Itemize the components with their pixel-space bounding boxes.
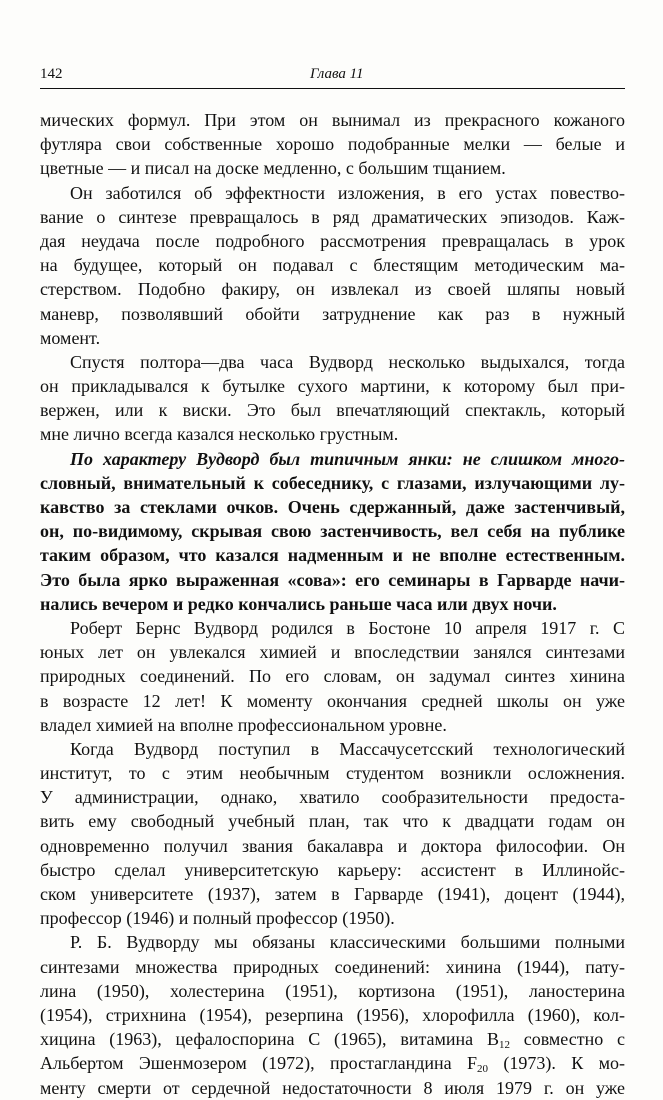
text-line: (1954), стрихнина (1954), резерпина (1956), хлорофилла (1960), кол-	[40, 1004, 625, 1025]
text-line: нались вечером и редко кончались раньше часа или двух ночи.	[40, 593, 557, 614]
text-line: Это была ярко выраженная «сова»: его семинары в Гарварде начи-	[40, 569, 625, 590]
chapter-title: Глава 11	[310, 66, 364, 82]
text-line: цветные — и писал на доске медленно, с большим тщанием.	[40, 158, 506, 179]
text-line: ском университете (1937), затем в Гарварде (1941), доцент (1944),	[40, 884, 625, 904]
text-line: юных лет он увлекался химией и впоследствии занялся синтезами	[40, 642, 625, 663]
text-line: природных соединений. По его словам, он задумал синтез хинина	[40, 666, 625, 687]
text-line: вить ему свободный учебный план, так что к двадцати годам он	[40, 811, 625, 832]
text-line: мне лично всегда казался несколько грустным.	[40, 424, 399, 445]
text-line: институт, то с этим необычным студентом возникли осложнения.	[40, 763, 625, 784]
text-line: синтезами множества природных соединений: хинина (1944), пату-	[40, 956, 625, 977]
text-line: вание о синтезе превращалось в ряд драматических эпизодов. Каж-	[40, 206, 625, 227]
text-line: словный, внимательный к собеседнику, с глазами, излучающими лу-	[40, 472, 625, 493]
text-line: он прикладывался к бутылке сухого мартини, к которому был при-	[40, 376, 625, 397]
text-line: владел химией на вполне профессиональном уровне.	[40, 714, 447, 735]
text-line: кавство за стеклами очков. Очень сдержанный, даже застенчивый,	[40, 497, 625, 517]
text-line: мических формул. При этом он вынимал из прекрасного кожаного	[40, 110, 625, 130]
text-line: Когда Вудворд поступил в Массачусетсский технологический	[70, 738, 625, 759]
text-line: таким образом, что казался надменным и не вполне естественным.	[40, 545, 625, 566]
page-number: 142	[40, 66, 63, 82]
text-line: в возрасте 12 лет! К моменту окончания средней школы он уже	[40, 690, 625, 711]
text-line: Спустя полтора—два часа Вудворд несколько выдыхался, тогда	[70, 351, 625, 372]
text-line: одновременно получил звания бакалавра и доктора философии. Он	[40, 835, 625, 856]
text-line: на будущее, который он подавал с блестящим методическим ма-	[40, 255, 625, 276]
text-line: лина (1950), холестерина (1951), кортизона (1951), ланостерина	[40, 980, 625, 1001]
text-line: У администрации, однако, хватило сообразительности предоста-	[40, 787, 625, 808]
body-text	[40, 108, 625, 1100]
text-line: профессор (1946) и полный профессор (1950).	[40, 908, 395, 929]
text-line: стерством. Подобно факиру, он извлекал из своей шляпы новый	[40, 279, 625, 300]
text-line: быстро сделал университетскую карьеру: ассистент в Иллинойс-	[40, 859, 625, 880]
text-line: Роберт Бернс Вудворд родился в Бостоне 10 апреля 1917 г. С	[70, 617, 625, 638]
text-line: он, по-видимому, скрывая свою застенчивость, вел себя на публике	[40, 521, 625, 542]
text-line: По характеру Вудворд был типичным янки: не слишком много-	[70, 448, 625, 469]
text-line: дая неудача после подробного рассмотрения превращалась в урок	[40, 230, 625, 251]
text-line: менту смерти от сердечной недостаточности 8 июля 1979 г. он уже	[40, 1077, 625, 1098]
text-line: Альбертом Эшенмозером (1972), простагландина $F_{20}$ (1973). К мо-	[40, 1053, 625, 1076]
text-line: футляра свои собственные хорошо подобранные мелки — белые и	[40, 134, 625, 155]
text-line: маневр, позволявший обойти затруднение как раз в нужный	[40, 303, 625, 324]
text-line: хицина (1963), цефалоспорина С (1965), витамина $B_{12}$ совместно с	[40, 1029, 625, 1052]
text-line: Р. Б. Вудворду мы обязаны классическими большими полными	[70, 932, 625, 953]
text-line: момент.	[40, 327, 101, 348]
text-line: Он заботился об эффектности изложения, в его устах повество-	[70, 182, 625, 203]
text-line: вержен, или к виски. Это был впечатляющий спектакль, который	[40, 400, 625, 421]
running-header	[40, 66, 625, 89]
